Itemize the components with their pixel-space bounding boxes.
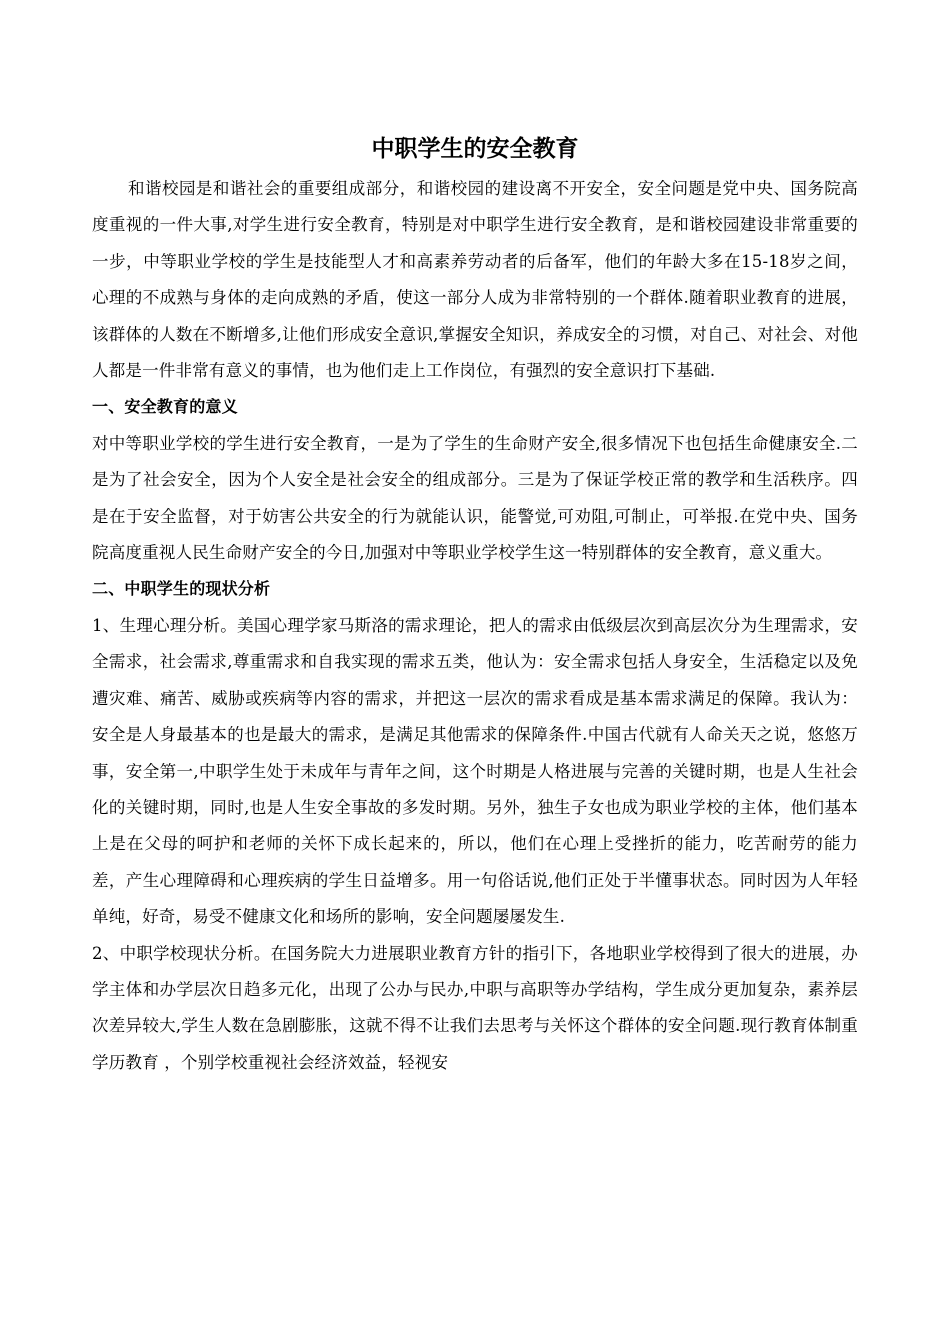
significance-paragraph: 对中等职业学校的学生进行安全教育，一是为了学生的生命财产安全,很多情况下也包括生命健康安全.二是为了社会安全，因为个人安全是社会安全的组成部分。三是为了保证学校正常的教学和生活秩序。四是在于安全监督，对于妨害公共安全的行为就能认识，能警觉,可劝阻,可制止，可举报.在党中央、国务院高度重视人民生命财产安全的今日,加强对中等职业学校学生这一特别群体的安全教育，意义重大。 xyxy=(92,433,858,563)
document-body xyxy=(92,171,858,1081)
section-heading-status-analysis: 二、中职学生的现状分析 xyxy=(92,579,271,599)
school-status-analysis-paragraph: 2、中职学校现状分析。在国务院大力进展职业教育方针的指引下，各地职业学校得到了很大的进展，办学主体和办学层次日趋多元化，出现了公办与民办,中职与高职等办学结构，学生成分更加复杂，素养层次差异较大,学生人数在急剧膨胀，这就不得不让我们去思考与关怀这个群体的安全问题.现行教育体制重学历教育 ，个别学校重视社会经济效益，轻视安 xyxy=(92,943,858,1072)
intro-paragraph: 和谐校园是和谐社会的重要组成部分，和谐校园的建设离不开安全，安全问题是党中央、国务院高度重视的一件大事,对学生进行安全教育，特别是对中职学生进行安全教育，是和谐校园建设非常重要的一步，中等职业学校的学生是技能型人才和高素养劳动者的后备军，他们的年龄大多在15-18岁之间，心理的不成熟与身体的走向成熟的矛盾，使这一部分人成为非常特别的一个群体.随着职业教育的进展，该群体的人数在不断增多,让他们形成安全意识,掌握安全知识，养成安全的习惯，对自己、对社会、对他人都是一件非常有意义的事情，也为他们走上工作岗位，有强烈的安全意识打下基础. xyxy=(92,179,858,381)
physiological-psychological-analysis-paragraph: 1、生理心理分析。美国心理学家马斯洛的需求理论，把人的需求由低级层次到高层次分为生理需求，安全需求，社会需求,尊重需求和自我实现的需求五类，他认为：安全需求包括人身安全，生活稳定以及免遭灾难、痛苦、威胁或疾病等内容的需求，并把这一层次的需求看成是基本需求满足的保障。我认为：安全是人身最基本的也是最大的需求，是满足其他需求的保障条件.中国古代就有人命关天之说，悠悠万事，安全第一,中职学生处于未成年与青年之间，这个时期是人格进展与完善的关键时期，也是人生社会化的关键时期，同时,也是人生安全事故的多发时期。另外，独生子女也成为职业学校的主体，他们基本上是在父母的呵护和老师的关怀下成长起来的，所以，他们在心理上受挫折的能力，吃苦耐劳的能力差，产生心理障碍和心理疾病的学生日益增多。用一句俗话说,他们正处于半懂事状态。同时因为人年轻单纯，好奇，易受不健康文化和场所的影响，安全问题屡屡发生. xyxy=(92,615,858,927)
section-heading-significance: 一、安全教育的意义 xyxy=(92,397,238,417)
document-title: 中职学生的安全教育 xyxy=(371,136,579,162)
